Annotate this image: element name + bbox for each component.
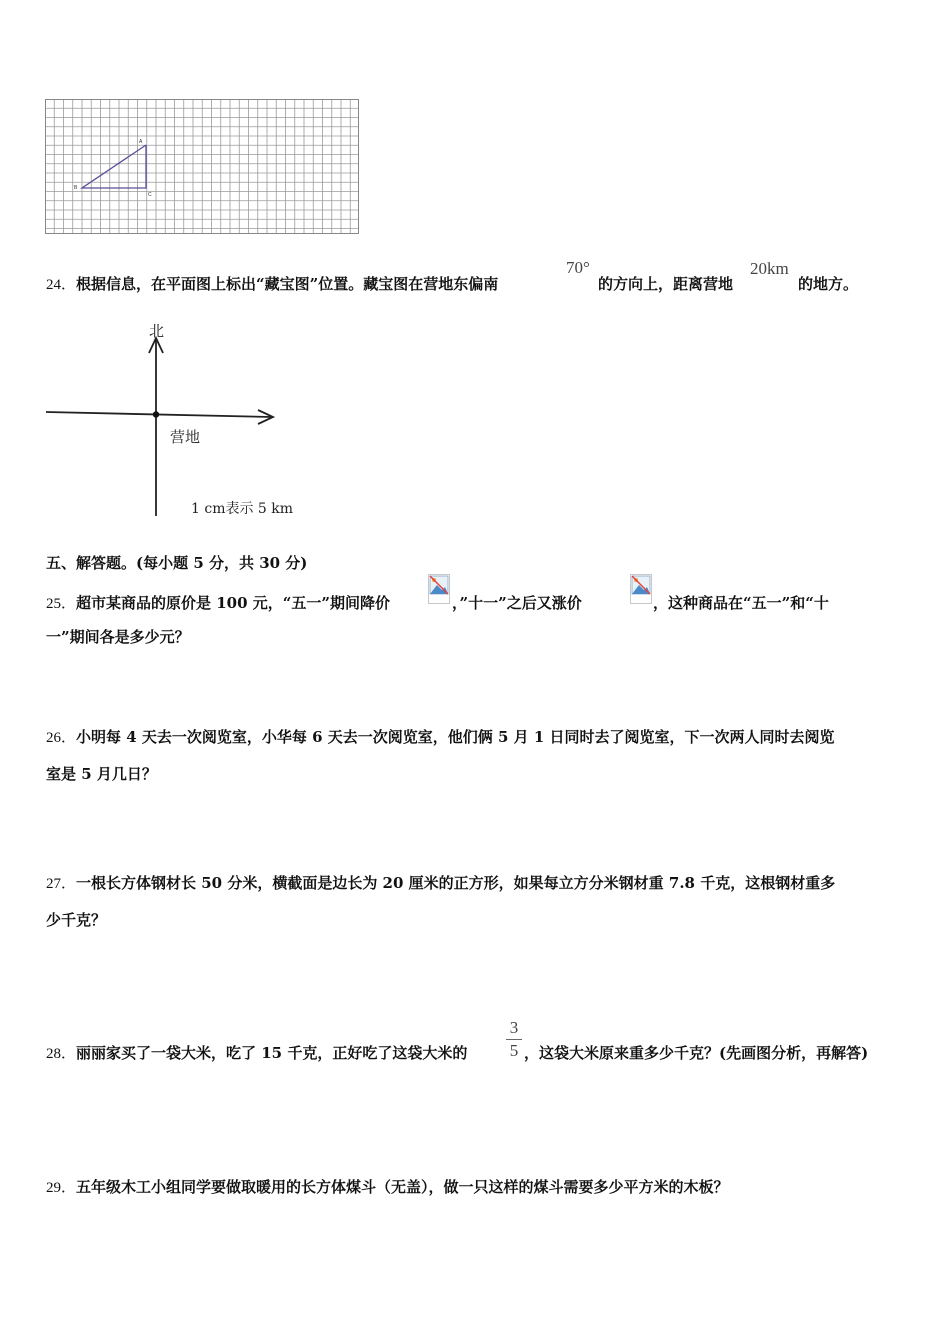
section-title: 五、解答题。(每小题 5 分，共 30 分) <box>46 554 308 572</box>
question-text: 超市某商品的原价是 100 元，“五一”期间降价 <box>76 594 391 612</box>
fraction-denominator: 5 <box>509 1041 519 1060</box>
question-number: 26． <box>46 730 77 746</box>
grid-figure <box>45 99 360 235</box>
question-number: 27． <box>46 876 77 892</box>
camp-point <box>153 411 159 417</box>
fraction-three-fifths <box>506 1018 522 1061</box>
question-number: 24． <box>46 277 77 293</box>
question-text: 一根长方体钢材长 50 分米，横截面是边长为 20 厘米的正方形，如果每立方分米钢材重 7.8 千克，这根钢材重多 <box>76 874 836 892</box>
camp-label: 营地 <box>170 428 201 446</box>
point-c-label: C <box>148 192 152 198</box>
question-text: 根据信息，在平面图上标出“藏宝图”位置。藏宝图在营地东偏南 <box>76 275 499 293</box>
point-b-label: B <box>74 185 78 191</box>
question-text: ，”十一”之后又涨价 <box>452 594 582 612</box>
question-text: ，这种商品在“五一”和“十 <box>653 594 829 612</box>
point-a-label: A <box>139 139 143 145</box>
broken-image-icon <box>630 574 652 604</box>
question-28 <box>46 1043 467 1064</box>
question-24 <box>46 274 498 295</box>
question-27 <box>46 873 835 894</box>
question-26 <box>46 727 835 748</box>
angle-value: 70° <box>566 258 590 277</box>
question-25 <box>46 593 390 614</box>
question-text: 五年级木工小组同学要做取暖用的长方体煤斗（无盖），做一只这样的煤斗需要多少平方米的木板？ <box>76 1178 729 1196</box>
distance-value: 20km <box>750 259 789 278</box>
question-text: 的方向上，距离营地 <box>598 275 734 293</box>
question-number: 29． <box>46 1180 77 1196</box>
scale-label: 1 cm表示 5 km <box>191 501 294 517</box>
compass-figure <box>44 318 304 523</box>
question-29 <box>46 1177 729 1198</box>
question-text: ，这袋大米原来重多少千克？(先画图分析，再解答) <box>524 1044 869 1062</box>
question-number: 28． <box>46 1046 77 1062</box>
question-text: 一”期间各是多少元？ <box>46 628 190 646</box>
question-text: 少千克？ <box>46 911 107 929</box>
question-number: 25． <box>46 596 77 612</box>
fraction-numerator: 3 <box>509 1018 519 1037</box>
question-text: 小明每 4 天去一次阅览室，小华每 6 天去一次阅览室，他们俩 5 月 1 日同时去了阅览室，下一次两人同时去阅览 <box>76 728 835 746</box>
question-text: 的地方。 <box>798 275 859 293</box>
broken-image-icon <box>428 574 450 604</box>
north-label: 北 <box>149 322 165 340</box>
question-text: 丽丽家买了一袋大米，吃了 15 千克，正好吃了这袋大米的 <box>76 1044 468 1062</box>
question-text: 室是 5 月几日？ <box>46 765 157 783</box>
